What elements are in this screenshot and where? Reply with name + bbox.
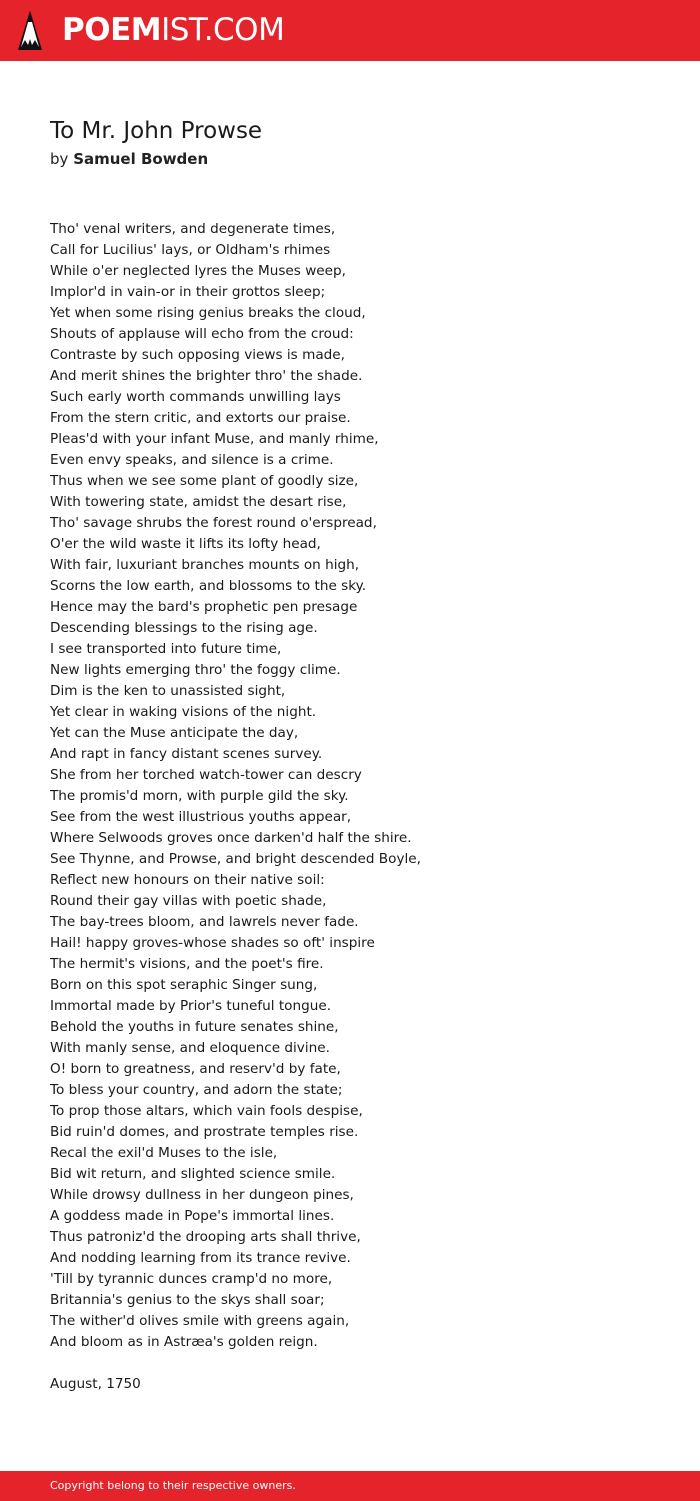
poem-line: Behold the youths in future senates shine, bbox=[50, 1019, 339, 1035]
poem-line: Round their gay villas with poetic shade, bbox=[50, 893, 327, 909]
poem-line: Scorns the low earth, and blossoms to the sky. bbox=[50, 578, 367, 594]
poem-line: O! born to greatness, and reserv'd by fate, bbox=[50, 1061, 341, 1077]
poem-line: Where Selwoods groves once darken'd half the shire. bbox=[50, 830, 412, 846]
byline-prefix: by bbox=[50, 150, 69, 168]
poem-line: With towering state, amidst the desart rise, bbox=[50, 494, 347, 510]
poem-title: To Mr. John Prowse bbox=[50, 118, 263, 144]
poem-line: Even envy speaks, and silence is a crime. bbox=[50, 452, 334, 468]
poem-line: Bid ruin'd domes, and prostrate temples rise. bbox=[50, 1124, 359, 1140]
logo-bold-text: POEM bbox=[62, 12, 162, 48]
poem-date: August, 1750 bbox=[50, 1376, 141, 1392]
poem-line: And rapt in fancy distant scenes survey. bbox=[50, 746, 323, 762]
byline bbox=[50, 148, 208, 170]
poem-line: Dim is the ken to unassisted sight, bbox=[50, 683, 286, 699]
logo-light-text: IST.COM bbox=[161, 12, 285, 48]
poem-line: Britannia's genius to the skys shall soar; bbox=[50, 1292, 325, 1308]
poem-line: And nodding learning from its trance revive. bbox=[50, 1250, 351, 1266]
site-logo[interactable] bbox=[62, 10, 284, 50]
poem-line: With manly sense, and eloquence divine. bbox=[50, 1040, 330, 1056]
poem-line: Born on this spot seraphic Singer sung, bbox=[50, 977, 318, 993]
poem-line: Bid wit return, and slighted science smile. bbox=[50, 1166, 336, 1182]
poem-line: See from the west illustrious youths appear, bbox=[50, 809, 352, 825]
poem-line: Implor'd in vain-or in their grottos sleep; bbox=[50, 284, 326, 300]
poem-line: Tho' venal writers, and degenerate times, bbox=[50, 221, 336, 237]
poem-line: Thus patroniz'd the drooping arts shall thrive, bbox=[50, 1229, 361, 1245]
poem-line: With fair, luxuriant branches mounts on high, bbox=[50, 557, 360, 573]
poem-line: While drowsy dullness in her dungeon pines, bbox=[50, 1187, 354, 1203]
site-footer bbox=[0, 1471, 700, 1501]
poem-line: Pleas'd with your infant Muse, and manly rhime, bbox=[50, 431, 379, 447]
poem-line: Immortal made by Prior's tuneful tongue. bbox=[50, 998, 332, 1014]
poem-line: Such early worth commands unwilling lays bbox=[50, 389, 341, 405]
poem-line: The hermit's visions, and the poet's fire. bbox=[50, 956, 324, 972]
poem-line: Contraste by such opposing views is made, bbox=[50, 347, 345, 363]
poem-line: Descending blessings to the rising age. bbox=[50, 620, 318, 636]
poem-line: New lights emerging thro' the foggy clime. bbox=[50, 662, 341, 678]
poem-line: 'Till by tyrannic dunces cramp'd no more, bbox=[50, 1271, 333, 1287]
poem-line: The wither'd olives smile with greens again, bbox=[50, 1313, 350, 1329]
poem-line: Call for Lucilius' lays, or Oldham's rhimes bbox=[50, 242, 331, 258]
poem-line: While o'er neglected lyres the Muses weep, bbox=[50, 263, 346, 279]
poem-line: And merit shines the brighter thro' the shade. bbox=[50, 368, 363, 384]
poem-line: The promis'd morn, with purple gild the sky. bbox=[50, 788, 349, 804]
poem-body bbox=[50, 219, 670, 1353]
poem-line: She from her torched watch-tower can descry bbox=[50, 767, 362, 783]
poem-line: Yet clear in waking visions of the night. bbox=[50, 704, 317, 720]
poem-line: O'er the wild waste it lifts its lofty head, bbox=[50, 536, 321, 552]
poem-line: To prop those altars, which vain fools despise, bbox=[50, 1103, 363, 1119]
poem-line: The bay-trees bloom, and lawrels never fade. bbox=[50, 914, 359, 930]
copyright-text: Copyright belong to their respective owners. bbox=[50, 1479, 296, 1492]
poem-line: Recal the exil'd Muses to the isle, bbox=[50, 1145, 278, 1161]
poem-line: Reflect new honours on their native soil: bbox=[50, 872, 325, 888]
poem-line: See Thynne, and Prowse, and bright descended Boyle, bbox=[50, 851, 421, 867]
poem-line: Shouts of applause will echo from the croud: bbox=[50, 326, 354, 342]
poem-line: And bloom as in Astræa's golden reign. bbox=[50, 1334, 318, 1350]
poem-line: To bless your country, and adorn the state; bbox=[50, 1082, 343, 1098]
poem-line: A goddess made in Pope's immortal lines. bbox=[50, 1208, 335, 1224]
poem-line: Yet when some rising genius breaks the cloud, bbox=[50, 305, 366, 321]
poem-line: Tho' savage shrubs the forest round o'erspread, bbox=[50, 515, 377, 531]
author-name: Samuel Bowden bbox=[73, 150, 209, 168]
poem-line: From the stern critic, and extorts our praise. bbox=[50, 410, 351, 426]
poem-line: Yet can the Muse anticipate the day, bbox=[50, 725, 299, 741]
poem-line: Thus when we see some plant of goodly size, bbox=[50, 473, 359, 489]
pencil-icon[interactable] bbox=[17, 10, 43, 52]
poem-line: Hail! happy groves-whose shades so oft' inspire bbox=[50, 935, 375, 951]
poem-line: I see transported into future time, bbox=[50, 641, 282, 657]
poem-line: Hence may the bard's prophetic pen presage bbox=[50, 599, 358, 615]
site-header bbox=[0, 0, 700, 61]
